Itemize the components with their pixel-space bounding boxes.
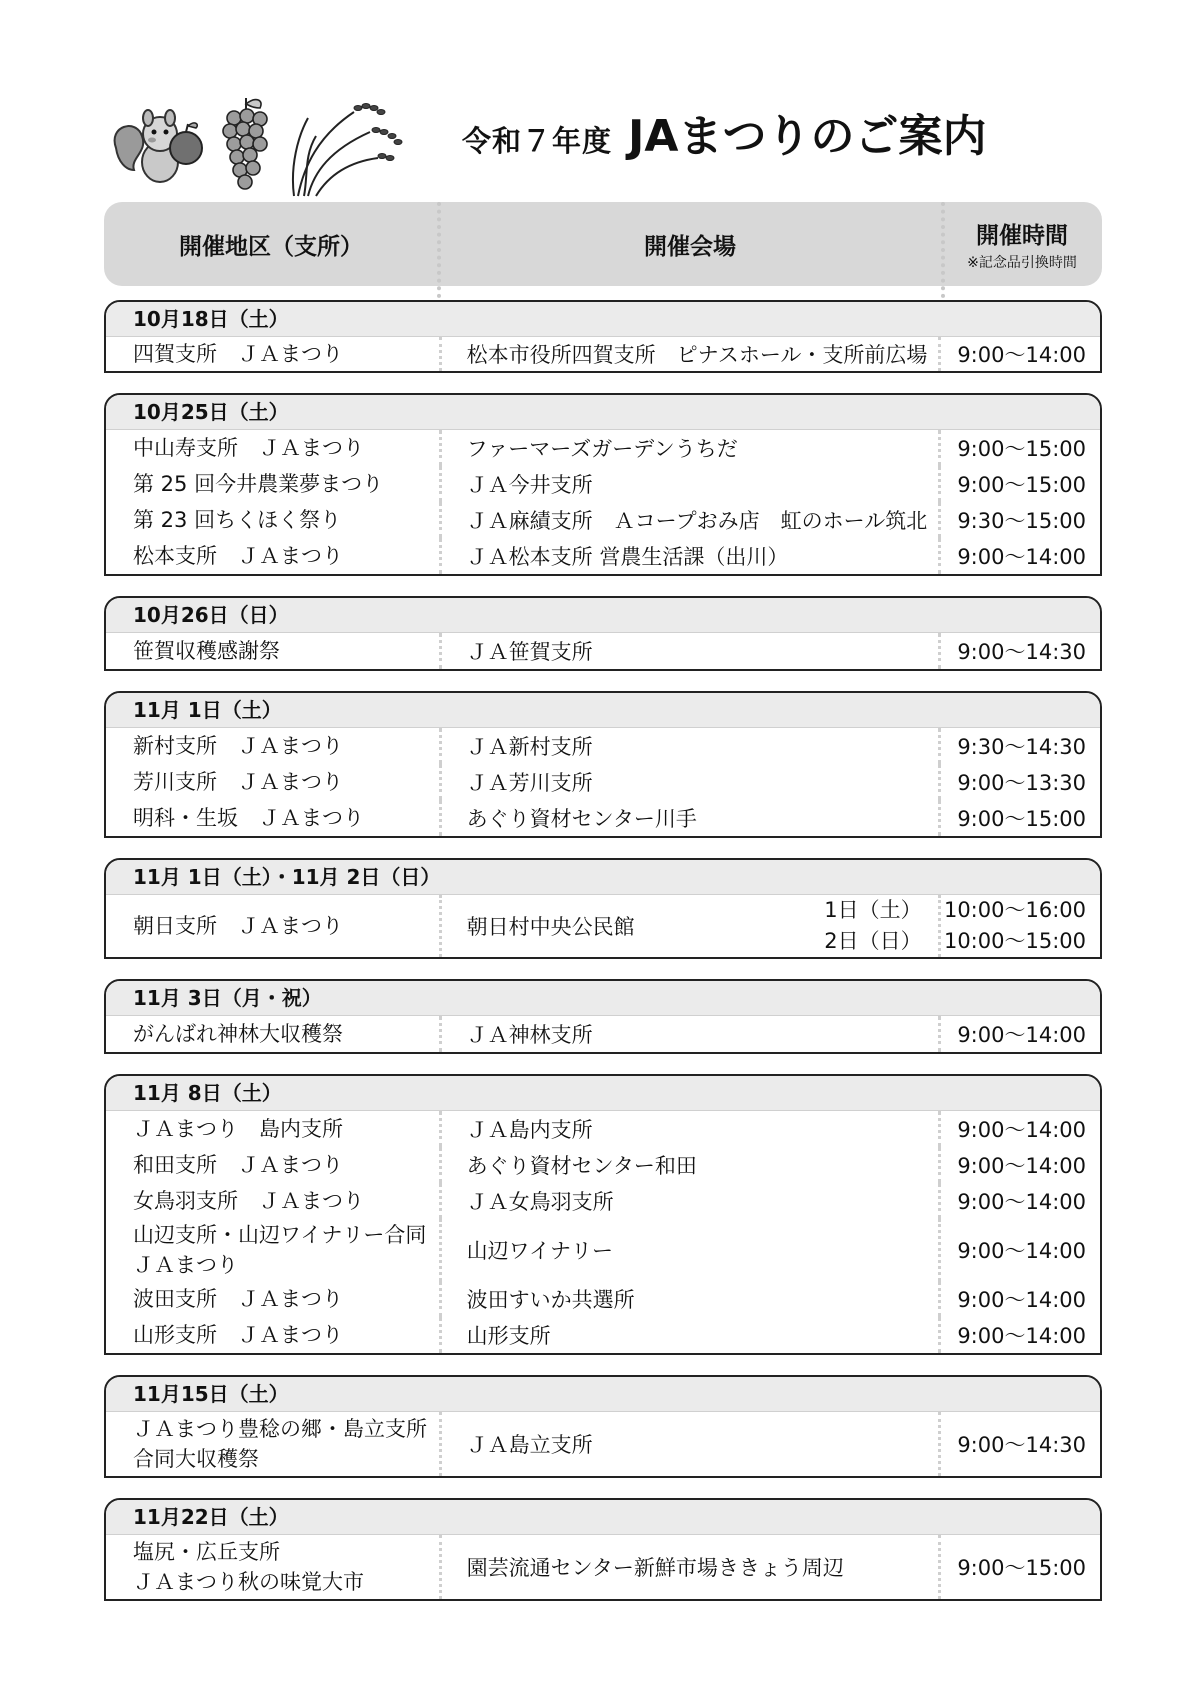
venue-cell: ＪＡ麻績支所 Ａコープおみ店 虹のホール筑北 bbox=[439, 502, 941, 538]
day-label: 1日（土） bbox=[824, 898, 922, 922]
district-name: ＪＡまつり bbox=[133, 1253, 238, 1277]
group-date: 11月 1日（土） bbox=[106, 693, 1100, 728]
time-cell: 9:00～14:00 bbox=[957, 1288, 1086, 1312]
venue-cell: ＪＡ女鳥羽支所 bbox=[439, 1183, 941, 1219]
time-value: 10:00～15:00 bbox=[943, 929, 1086, 953]
time-cell: 9:00～14:00 bbox=[957, 1239, 1086, 1263]
district-name: 山辺支所・山辺ワイナリー合同 bbox=[133, 1223, 427, 1247]
time-cell: 9:30～14:30 bbox=[957, 735, 1086, 759]
table-row bbox=[106, 466, 1100, 502]
table-row bbox=[106, 1535, 1100, 1599]
district-name: 芳川支所 ＪＡまつり bbox=[133, 770, 343, 794]
table-row bbox=[106, 633, 1100, 669]
district-cell bbox=[106, 430, 439, 466]
district-name: ＪＡまつり豊稔の郷・島立支所 bbox=[133, 1417, 427, 1441]
table-row bbox=[106, 1111, 1100, 1147]
district-name: 女鳥羽支所 ＪＡまつり bbox=[133, 1189, 364, 1213]
header-time: 開催時間 bbox=[976, 222, 1068, 249]
district-cell bbox=[106, 502, 439, 538]
time-cell: 9:00～14:00 bbox=[957, 1324, 1086, 1348]
time-cell: 9:00～13:30 bbox=[957, 771, 1086, 795]
date-group bbox=[104, 300, 1102, 373]
district-name: 新村支所 ＪＡまつり bbox=[133, 734, 343, 758]
day-labels bbox=[824, 895, 921, 957]
district-cell bbox=[106, 337, 439, 371]
group-date: 11月22日（土） bbox=[106, 1500, 1100, 1535]
date-group bbox=[104, 979, 1102, 1054]
venue-cell: 園芸流通センター新鮮市場ききょう周辺 bbox=[439, 1535, 941, 1599]
group-date: 11月 3日（月・祝） bbox=[106, 981, 1100, 1016]
time-cell: 9:00～15:00 bbox=[957, 473, 1086, 497]
district-name: 第 25 回今井農業夢まつり bbox=[133, 472, 384, 496]
district-name: 塩尻・広丘支所 bbox=[133, 1540, 280, 1564]
venue-cell: ＪＡ今井支所 bbox=[439, 466, 941, 502]
table-row bbox=[106, 1281, 1100, 1317]
day-label: 2日（日） bbox=[824, 929, 922, 953]
district-name: 中山寿支所 ＪＡまつり bbox=[133, 436, 364, 460]
district-name: 笹賀収穫感謝祭 bbox=[133, 639, 280, 663]
district-cell bbox=[106, 1183, 439, 1219]
header-time-note: ※記念品引換時間 bbox=[967, 254, 1077, 271]
district-name: 明科・生坂 ＪＡまつり bbox=[133, 806, 364, 830]
table-row bbox=[106, 430, 1100, 466]
district-cell bbox=[106, 1111, 439, 1147]
time-list bbox=[944, 895, 1086, 957]
time-cell: 9:30～15:00 bbox=[957, 509, 1086, 533]
table-row bbox=[106, 1147, 1100, 1183]
district-cell bbox=[106, 1412, 439, 1476]
district-cell bbox=[106, 633, 439, 669]
venue-cell: ファーマーズガーデンうちだ bbox=[439, 430, 941, 466]
district-name: 朝日支所 ＪＡまつり bbox=[133, 914, 343, 938]
group-date: 11月 8日（土） bbox=[106, 1076, 1100, 1111]
district-cell bbox=[106, 1281, 439, 1317]
venue-cell: ＪＡ神林支所 bbox=[439, 1016, 941, 1052]
date-group bbox=[104, 1375, 1102, 1478]
district-name: 第 23 回ちくほく祭り bbox=[133, 508, 342, 532]
venue-cell: あぐり資材センター川手 bbox=[439, 800, 941, 836]
district-cell bbox=[106, 1535, 439, 1599]
venue-cell: ＪＡ島立支所 bbox=[439, 1412, 941, 1476]
district-cell bbox=[106, 538, 439, 574]
time-cell: 9:00～14:30 bbox=[957, 1433, 1086, 1457]
time-cell: 9:00～14:00 bbox=[957, 1023, 1086, 1047]
district-cell bbox=[106, 1016, 439, 1052]
page-title bbox=[462, 100, 986, 160]
district-name: 和田支所 ＪＡまつり bbox=[133, 1153, 343, 1177]
group-date: 10月26日（日） bbox=[106, 598, 1100, 633]
date-group bbox=[104, 858, 1102, 959]
schedule-groups bbox=[104, 300, 1102, 1621]
table-row bbox=[106, 337, 1100, 371]
table-row bbox=[106, 1183, 1100, 1219]
table-row bbox=[106, 502, 1100, 538]
header-illustrations bbox=[108, 96, 418, 200]
table-row bbox=[106, 728, 1100, 764]
date-group bbox=[104, 393, 1102, 576]
district-name: ＪＡまつり秋の味覚大市 bbox=[133, 1570, 364, 1594]
group-date: 11月15日（土） bbox=[106, 1377, 1100, 1412]
venue-name: 朝日村中央公民館 bbox=[466, 915, 635, 939]
venue-cell: ＪＡ松本支所 営農生活課（出川） bbox=[439, 538, 941, 574]
district-cell bbox=[106, 1219, 439, 1281]
date-group bbox=[104, 1498, 1102, 1601]
table-row bbox=[106, 764, 1100, 800]
district-name: 合同大収穫祭 bbox=[133, 1447, 259, 1471]
group-date: 10月18日（土） bbox=[106, 302, 1100, 337]
venue-cell: あぐり資材センター和田 bbox=[439, 1147, 941, 1183]
date-group bbox=[104, 1074, 1102, 1355]
squirrel-icon bbox=[115, 110, 178, 182]
time-cell: 9:00～15:00 bbox=[957, 437, 1086, 461]
table-row bbox=[106, 895, 1100, 957]
table-row bbox=[106, 1016, 1100, 1052]
time-cell: 9:00～15:00 bbox=[957, 1556, 1086, 1580]
district-cell bbox=[106, 800, 439, 836]
time-cell bbox=[941, 895, 1100, 957]
venue-cell: 波田すいか共選所 bbox=[439, 1281, 941, 1317]
time-cell: 9:00～14:30 bbox=[957, 640, 1086, 664]
header-district: 開催地区（支所） bbox=[179, 233, 363, 260]
district-cell bbox=[106, 895, 439, 957]
time-value: 10:00～16:00 bbox=[943, 898, 1086, 922]
venue-cell: 松本市役所四賀支所 ピナスホール・支所前広場 bbox=[439, 337, 941, 371]
table-row bbox=[106, 800, 1100, 836]
group-date: 10月25日（土） bbox=[106, 395, 1100, 430]
header-divider bbox=[437, 202, 441, 298]
time-cell: 9:00～14:00 bbox=[957, 1118, 1086, 1142]
date-group bbox=[104, 691, 1102, 838]
venue-cell: ＪＡ芳川支所 bbox=[439, 764, 941, 800]
district-name: 波田支所 ＪＡまつり bbox=[133, 1287, 343, 1311]
venue-cell: 山辺ワイナリー bbox=[439, 1219, 941, 1281]
grape-icon bbox=[223, 98, 267, 189]
district-name: がんばれ神林大収穫祭 bbox=[133, 1022, 343, 1046]
header-venue: 開催会場 bbox=[644, 233, 736, 260]
title-main: JAまつりのご案内 bbox=[628, 111, 987, 162]
table-row bbox=[106, 1412, 1100, 1476]
district-cell bbox=[106, 1317, 439, 1353]
table-header bbox=[104, 202, 1102, 286]
time-cell: 9:00～14:00 bbox=[957, 545, 1086, 569]
district-cell bbox=[106, 466, 439, 502]
venue-cell: ＪＡ笹賀支所 bbox=[439, 633, 941, 669]
header-divider bbox=[941, 202, 945, 298]
district-name: ＪＡまつり 島内支所 bbox=[133, 1117, 343, 1141]
venue-cell: 山形支所 bbox=[439, 1317, 941, 1353]
district-name: 山形支所 ＪＡまつり bbox=[133, 1323, 343, 1347]
time-cell: 9:00～14:00 bbox=[957, 1190, 1086, 1214]
district-name: 四賀支所 ＪＡまつり bbox=[133, 342, 343, 366]
district-cell bbox=[106, 764, 439, 800]
table-row bbox=[106, 1317, 1100, 1353]
date-group bbox=[104, 596, 1102, 671]
rice-plant-icon bbox=[293, 104, 402, 197]
district-cell bbox=[106, 1147, 439, 1183]
time-cell: 9:00～15:00 bbox=[957, 807, 1086, 831]
table-row bbox=[106, 538, 1100, 574]
venue-cell bbox=[439, 895, 941, 957]
venue-cell: ＪＡ島内支所 bbox=[439, 1111, 941, 1147]
table-row bbox=[106, 1219, 1100, 1281]
district-name: 松本支所 ＪＡまつり bbox=[133, 544, 343, 568]
group-date: 11月 1日（土）・11月 2日（日） bbox=[106, 860, 1100, 895]
district-cell bbox=[106, 728, 439, 764]
time-cell: 9:00～14:00 bbox=[957, 1154, 1086, 1178]
header-time-cell bbox=[942, 202, 1102, 286]
venue-cell: ＪＡ新村支所 bbox=[439, 728, 941, 764]
title-prefix: 令和７年度 bbox=[462, 124, 613, 158]
time-cell: 9:00～14:00 bbox=[957, 343, 1086, 367]
